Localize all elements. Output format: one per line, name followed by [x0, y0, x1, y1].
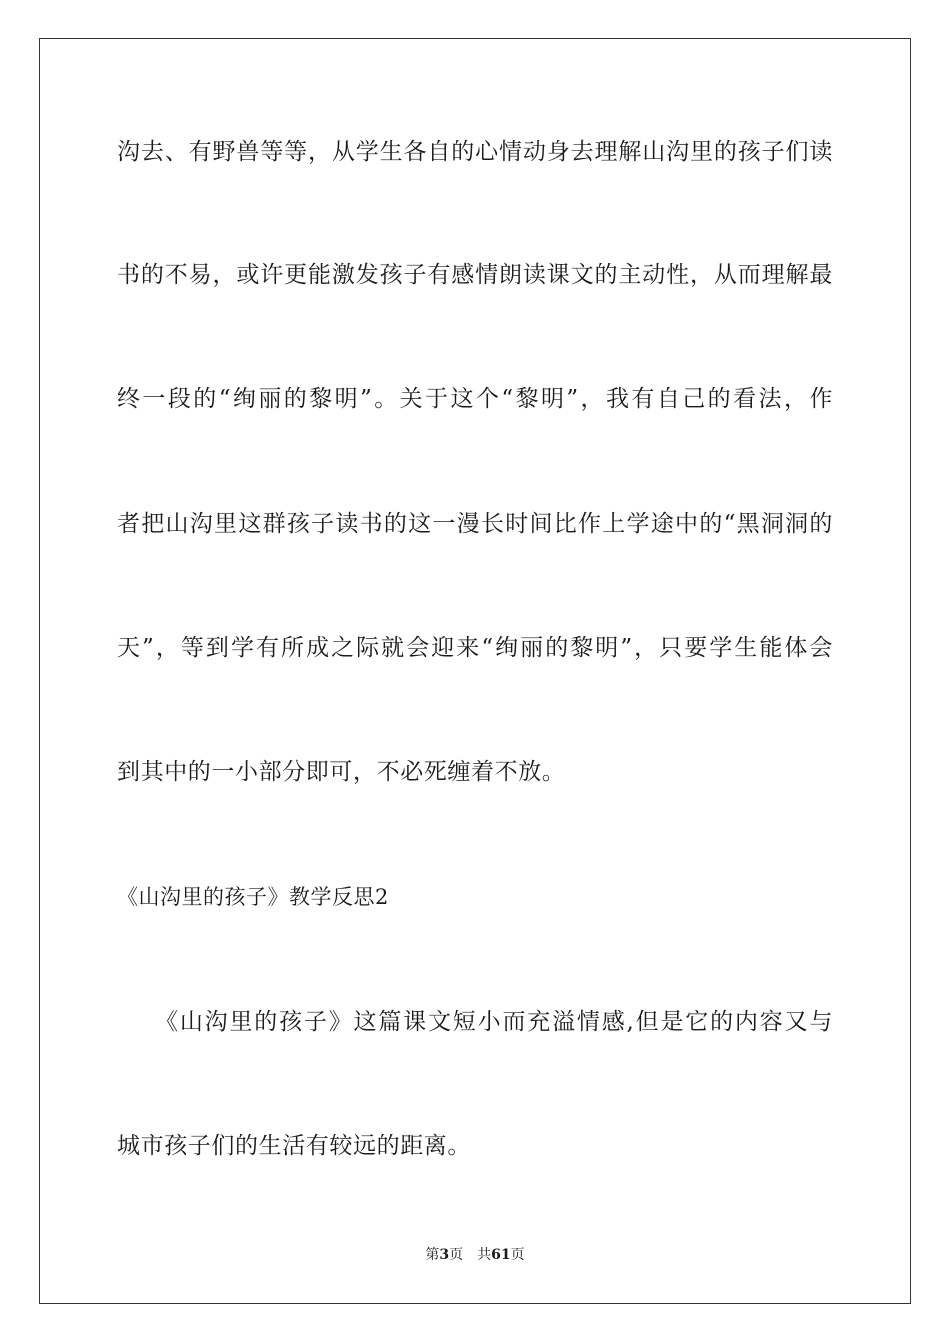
- page-number: 3: [439, 1247, 450, 1263]
- paragraph-line: 到其中的一小部分即可，不必死缠着不放。: [117, 759, 566, 785]
- paragraph-line: 天”，等到学有所成之际就会迎来“绚丽的黎明”，只要学生能体会: [117, 635, 833, 661]
- paragraph-line: 终一段的“绚丽的黎明”。关于这个“黎明”，我有自己的看法，作: [117, 386, 833, 412]
- page-footer: [0, 1245, 950, 1265]
- section-heading: 《山沟里的孩子》教学反思2: [117, 885, 389, 909]
- paragraph-line: 沟去、有野兽等等，从学生各自的心情动身去理解山沟里的孩子们读: [117, 139, 833, 165]
- page-suffix: 页: [449, 1247, 464, 1263]
- paragraph-line: 者把山沟里这群孩子读书的这一漫长时间比作上学途中的“黑洞洞的: [117, 511, 833, 537]
- page-prefix: 第: [425, 1247, 440, 1263]
- paragraph-line: 城市孩子们的生活有较远的距离。: [117, 1133, 471, 1159]
- paragraph-line: 《山沟里的孩子》这篇课文短小而充溢情感,但是它的内容又与: [155, 1009, 833, 1035]
- page-frame: [39, 38, 911, 1304]
- total-prefix: 共: [477, 1247, 492, 1263]
- total-suffix: 页: [510, 1247, 525, 1263]
- total-pages: 61: [491, 1247, 511, 1263]
- paragraph-line: 书的不易，或许更能激发孩子有感情朗读课文的主动性，从而理解最: [117, 262, 833, 288]
